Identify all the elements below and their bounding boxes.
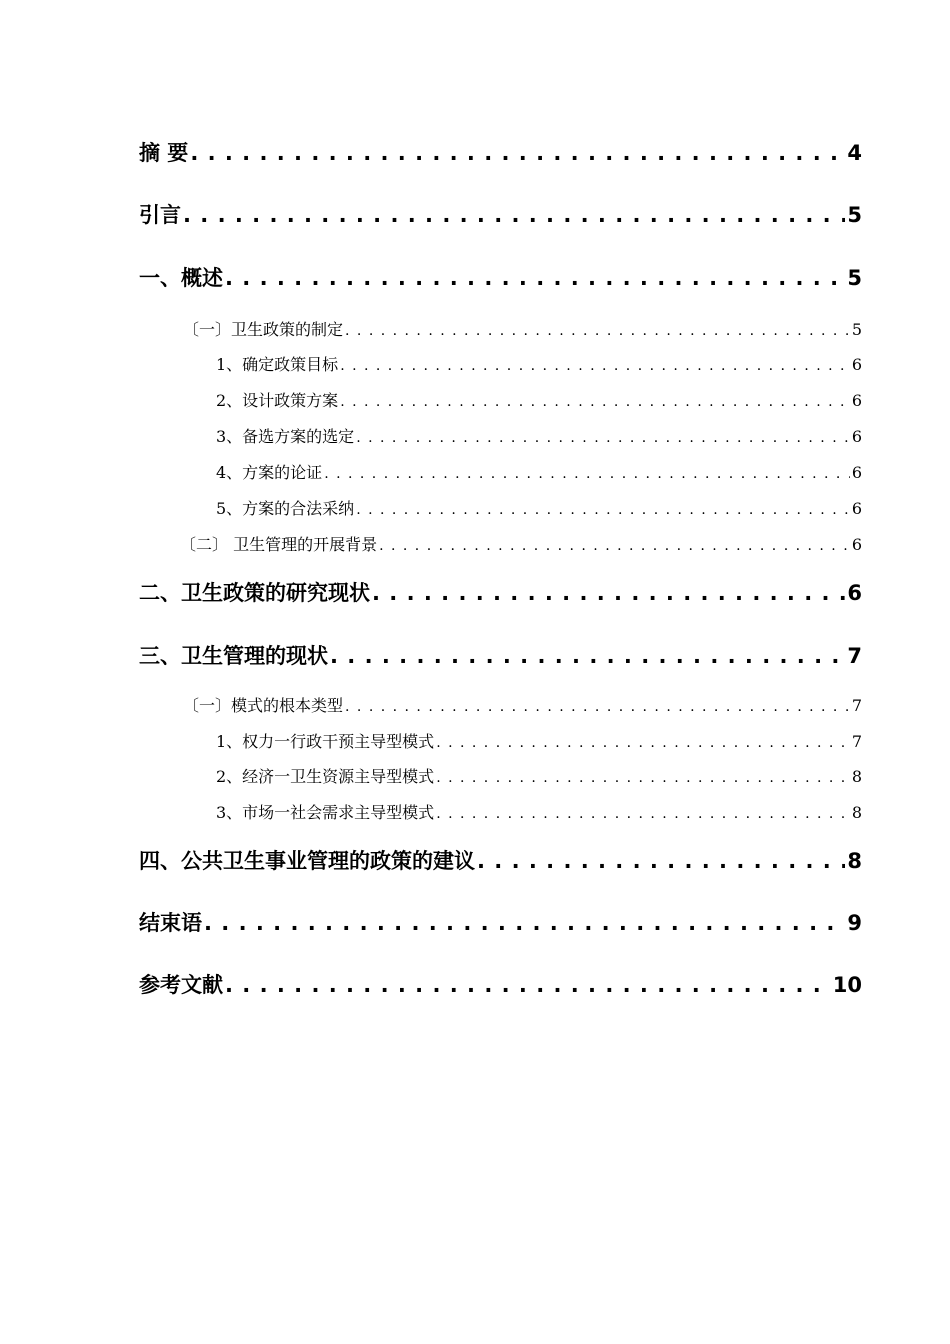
toc-entry-option-demonstration[interactable]	[216, 460, 862, 484]
dot-leader	[356, 499, 850, 518]
toc-entry-page: 6	[851, 355, 862, 374]
toc-entry-page: 8	[851, 803, 862, 822]
toc-entry-legal-adoption[interactable]	[216, 496, 862, 520]
toc-entry-page: 6	[847, 581, 862, 605]
dot-leader	[356, 427, 850, 446]
toc-entry-page: 7	[847, 644, 862, 668]
toc-entry-overview[interactable]	[139, 262, 862, 292]
toc-entry-label: 〔一〕卫生政策的制定	[183, 320, 344, 339]
dot-leader	[372, 581, 845, 605]
toc-entry-market-model[interactable]	[216, 800, 862, 824]
toc-entry-basic-types[interactable]	[183, 693, 862, 717]
toc-entry-research-status[interactable]	[139, 577, 862, 607]
dot-leader	[436, 803, 850, 822]
toc-entry-label: 4、方案的论证	[216, 463, 323, 482]
toc-entry-label: 1、权力一行政干预主导型模式	[216, 732, 435, 751]
toc-entry-option-selection[interactable]	[216, 424, 862, 448]
toc-entry-page: 6	[851, 391, 862, 410]
dot-leader	[379, 535, 850, 554]
dot-leader	[225, 973, 831, 997]
toc-entry-references[interactable]	[139, 969, 862, 999]
toc-entry-label: 参考文献	[139, 973, 223, 997]
toc-entry-label: 四、公共卫生事业管理的政策的建议	[139, 849, 475, 873]
dot-leader	[204, 911, 845, 935]
toc-entry-introduction[interactable]	[139, 199, 862, 229]
toc-entry-page: 7	[851, 732, 862, 751]
toc-entry-label: 3、市场一社会需求主导型模式	[216, 803, 435, 822]
toc-entry-page: 5	[847, 266, 862, 290]
toc-entry-abstract[interactable]	[139, 137, 862, 167]
dot-leader	[340, 355, 850, 374]
toc-entry-management-background[interactable]	[180, 532, 862, 556]
toc-entry-page: 9	[847, 911, 862, 935]
toc-entry-page: 6	[851, 427, 862, 446]
toc-entry-page: 6	[851, 535, 862, 554]
toc-entry-policy-goals[interactable]	[216, 352, 862, 376]
toc-entry-label: 2、经济一卫生资源主导型模式	[216, 767, 435, 786]
toc-entry-label: 3、备选方案的选定	[216, 427, 355, 446]
toc-entry-power-model[interactable]	[216, 729, 862, 753]
dot-leader	[225, 266, 845, 290]
toc-entry-economic-model[interactable]	[216, 764, 862, 788]
toc-entry-label: 一、概述	[139, 266, 223, 290]
dot-leader	[436, 767, 850, 786]
toc-entry-page: 10	[832, 973, 862, 997]
dot-leader	[183, 203, 845, 227]
toc-entry-page: 5	[847, 203, 862, 227]
toc-entry-label: 2、设计政策方案	[216, 391, 339, 410]
toc-entry-label: 二、卫生政策的研究现状	[139, 581, 370, 605]
dot-leader	[330, 644, 845, 668]
toc-entry-label: 〔一〕模式的根本类型	[183, 696, 344, 715]
toc-entry-conclusion[interactable]	[139, 907, 862, 937]
toc-entry-page: 4	[847, 141, 862, 165]
toc-entry-label: 三、卫生管理的现状	[139, 644, 328, 668]
toc-entry-policy-formulation[interactable]	[183, 317, 862, 341]
toc-entry-label: 引言	[139, 203, 181, 227]
toc-entry-page: 7	[851, 696, 862, 715]
toc-entry-policy-design[interactable]	[216, 388, 862, 412]
toc-entry-label: 1、确定政策目标	[216, 355, 339, 374]
toc-entry-page: 8	[847, 849, 862, 873]
dot-leader	[324, 463, 850, 482]
dot-leader	[190, 141, 845, 165]
toc-entry-management-status[interactable]	[139, 640, 862, 670]
toc-entry-label: 〔二〕 卫生管理的开展背景	[180, 535, 378, 554]
toc-entry-label: 结束语	[139, 911, 202, 935]
dot-leader	[477, 849, 845, 873]
toc-entry-label: 摘 要	[139, 141, 189, 165]
dot-leader	[340, 391, 850, 410]
dot-leader	[345, 696, 850, 715]
toc-entry-page: 5	[851, 320, 862, 339]
toc-entry-page: 8	[851, 767, 862, 786]
toc-entry-page: 6	[851, 499, 862, 518]
dot-leader	[345, 320, 850, 339]
toc-entry-policy-suggestions[interactable]	[139, 845, 862, 875]
toc-entry-label: 5、方案的合法采纳	[216, 499, 355, 518]
toc-entry-page: 6	[851, 463, 862, 482]
dot-leader	[436, 732, 850, 751]
